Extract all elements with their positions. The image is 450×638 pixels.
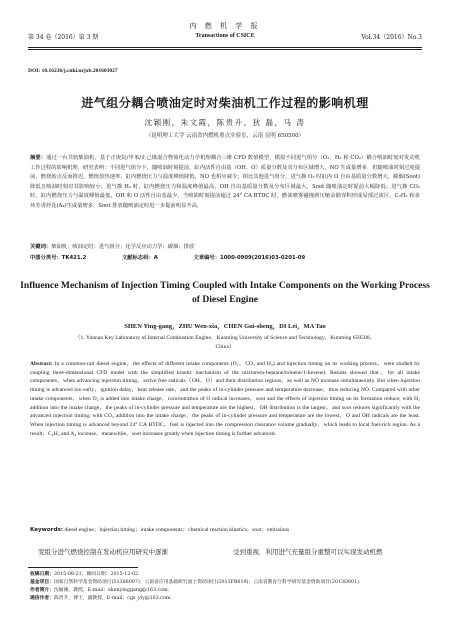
running-header [28, 18, 422, 48]
header-volume: 第 34 卷（2016）第 3 期 [28, 34, 99, 41]
abstract-cn-label: 摘要： [30, 155, 47, 161]
keywords-en-text: diesel engine；injection timing；intake components；chemical reaction kinetics；soot；emissions [64, 527, 290, 533]
article-number: 文章编号：1000-0909(2016)03-0201-09 [193, 255, 306, 261]
document-code: 文献标志码：A [121, 255, 158, 261]
contact-label: 通信作者： [30, 596, 54, 601]
keywords-cn [30, 243, 420, 253]
author-label: 作者简介： [30, 588, 54, 593]
authors-en: SHEN Ying-gang，ZHU Wen-xia，CHEN Gui-sheng，DI Lei，MA Tao [124, 323, 326, 330]
abstract-cn [30, 154, 420, 212]
authors-cn: 沈颖刚，朱文霞，陈贵升，狄 磊，马 涛 [144, 118, 306, 127]
keywords-cn-label: 关键词： [30, 244, 52, 250]
affiliation-cn: （昆明理工大学 云南省内燃机重点实验室，云南 昆明 650500） [145, 133, 305, 139]
journal-name-en: Transactions of CSICE [195, 33, 255, 39]
header-rule-thin [28, 49, 422, 50]
clc-number: 中图分类号：TK421.2 [30, 255, 87, 261]
keywords-en-label: Keywords: [30, 527, 64, 533]
contact-text: 陈贵升，博士，副教授，E-mail：cgs_yly@163.com. [54, 596, 172, 601]
abstract-cn-text: 通过一台共轨柴油机，基于正庚烷/甲苯/正己烯混合物简化动力学机理耦合三维 CFD 数值模型，模拟不同进气组分（O₂、H₂ 和 CO₂）耦合喷油时刻对发动机工作过程的影响机理．研究表明：不同进气组分下，随喷油时刻提前，缸内活性自由基（OH、O）质量分数及其分布区域增大，NO 生成量增多．但随喷油时刻过度提前，燃烧始点反而推迟，燃烧放热速率、缸内燃烧压力与温度峰值降低，NO 也相应减少；相比其他进气组分，进气掺 O₂ 时缸内 O 自由基质量分数增大，碳烟(Soot)降低且喷油时刻对其影响较小；进气掺 H₂ 时，缸内燃烧压力和温度峰值最高，OH 自由基质量分数及分布区域最大，Soot 随喷油定时提前大幅降低；进气掺 CO₂ 时，缸内燃烧压力与温度峰值最低，OH 和 O 活性自由基最少，当喷油时刻提前超过 24° CA BTDC 时，燃油喷雾碰撞到压缩余隙容积形成局部过浓区，C₂H₂ 和多环芳香烃芘(A₄)生成量增多，Soot 排放随喷油定时进一步提前明显升高． [30, 155, 420, 209]
abstract-en-text: In a common-rail diesel engine，the effects of different intake components (O₂，CO₂ and H₂) and injection timing on its working process，were studied by coupling three-dimensional CFD model with the simplified kinetic mechanism of the mixture(n-heptane/toluene/1-hexene). Results showed that，for all intake components，when advancing injection timing，active free radicals（OH，O）and their distribution regions，as well as NO increase simultaneously. But when injection timing is advanced too early，ignition delay，heat release rate，and the peaks of in-cylinder pressure and temperature decrease，thus reducing NO. Compared with other intake components，when O₂ is added into intake charge，concentration of O radical increases，soot and the effects of injection timing on its formation reduce; with H₂ addition into the intake charge，the peaks of in-cylinder pressure and temperature are the highest，OH distribution is the largest，and soot reduces significantly with the advanced injection timing; with CO₂ addition into the intake charge，the peaks of in-cylinder pressure and temperature are the lowest，O and OH radicals are the least. When injection timing is advanced beyond 24° CA BTDC，fuel is injected into the compression clearance volume gradually，which leads to local fuel-rich region. As a result，C₂H₂ and A₄ increase，meanwhile，soot increases greatly when injection timing is further advanced. [30, 361, 420, 437]
abstract-en-label: Abstract: [30, 361, 53, 367]
footnote-rule [28, 567, 138, 568]
received-text: 2015-08-21；修回日期：2015-12-02. [54, 572, 140, 577]
header-rule [28, 47, 422, 48]
fund-label: 基金项目： [30, 580, 54, 585]
header-volume-en: Vol.34（2016）No.3 [361, 34, 422, 41]
doi[interactable]: DOI: 10.16236/j.cnki.nrjxb.201603027 [28, 68, 118, 74]
title-en: Influence Mechanism of Injection Timing Coupled with Intake Components on the Working Process of Diesel Engine [20, 280, 430, 305]
body-right-column: 受到重视．利用进气充量组分重整可以实现发动机燃 [233, 548, 383, 556]
fund-text: 国家自然科学基金资助项目(51366007)；云南省应用基础研究面上资助项目(2013FB019)；云南省教育厅科学研究基金资助项目(2013D001)． [54, 580, 364, 585]
footnotes [30, 571, 420, 603]
footnote-contact [30, 595, 420, 603]
author-text: 沈颖刚，教授，E-mail：shenyinggang@163.com. [54, 588, 170, 593]
keywords-cn-text: 柴油机；喷油定时；进气组分；化学反应动力学；碳烟；排放 [51, 244, 195, 250]
body-left-column: 变组分进气燃烧控制在发动机应用研究中逐渐 [38, 548, 168, 556]
keywords-en [30, 526, 420, 535]
journal-name-cn: 内 燃 机 学 报 [189, 22, 261, 30]
footnote-received [30, 571, 420, 579]
footnote-fund [30, 579, 420, 587]
abstract-en [30, 360, 420, 438]
footnote-author [30, 587, 420, 595]
affiliation-en: （1. Yunnan Key Laboratory of Internal Combustion Engine，Kunming University of Science and Technology，Kunming 650500，China） [74, 335, 376, 350]
title-cn: 进气组分耦合喷油定时对柴油机工作过程的影响机理 [81, 96, 369, 110]
received-label: 收稿日期： [30, 572, 54, 577]
classification-cn [30, 253, 420, 261]
